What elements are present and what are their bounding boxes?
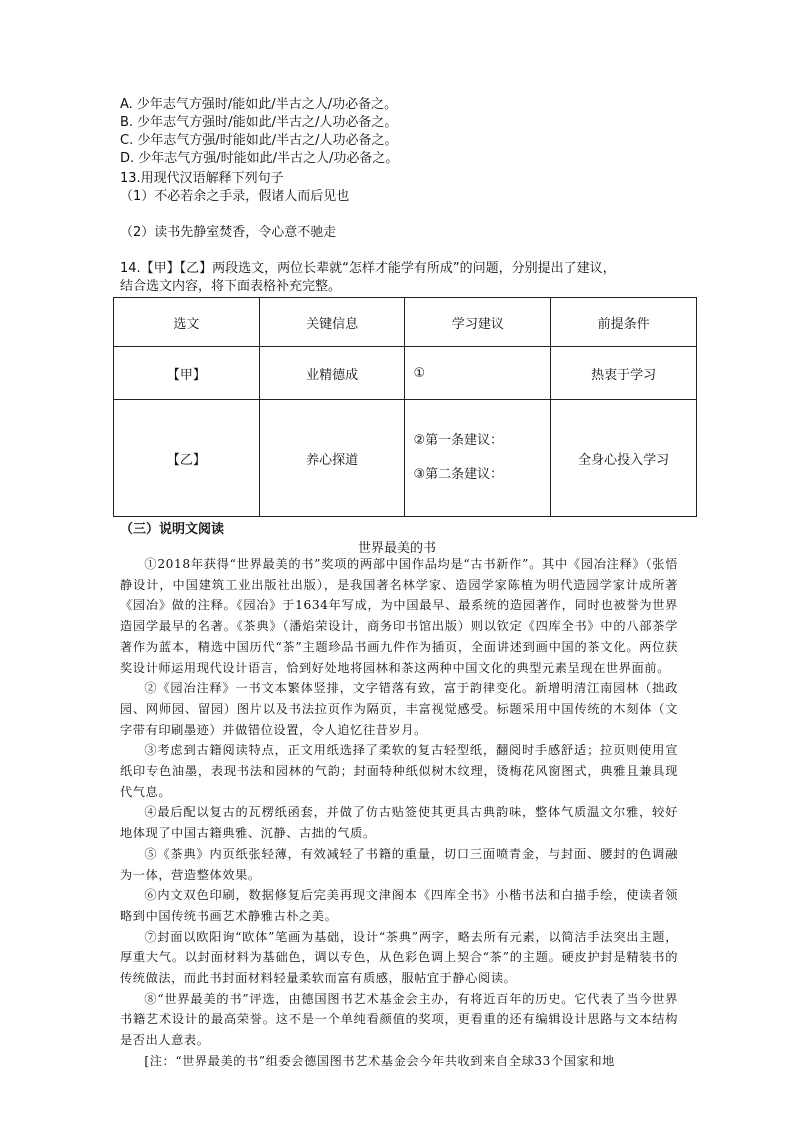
- table-cell: 业精德成: [259, 347, 405, 400]
- q13-title: 13.用现代汉语解释下列句子: [120, 171, 284, 186]
- table-row: [114, 347, 697, 400]
- header-cell: 前提条件: [551, 298, 697, 347]
- q13-sentence-2: （2）读书先静室焚香，令心意不驰走: [120, 225, 337, 240]
- table-cell-blank-1[interactable]: ①: [405, 347, 551, 400]
- table-cell: 【甲】: [114, 347, 260, 400]
- suggestion-2: ②第一条建议：: [413, 433, 504, 448]
- table-cell: 养心探道: [259, 400, 405, 517]
- option-c: C. 少年志气方强/时能如此/半古之/人功必备之。: [120, 133, 398, 148]
- answer-table: [113, 297, 697, 517]
- table-header-row: [114, 298, 697, 347]
- article-paragraph: ③考虑到古籍阅读特点，正文用纸选择了柔软的复古轻型纸，翻阅时手感舒适；拉页则使用宣纸印专色油墨，表现书法和园林的气韵；封面特种纸似树木纹理，烫梅花风窗图式，典雅且兼具现代气息。: [120, 743, 678, 799]
- section-heading: （三）说明文阅读: [120, 522, 225, 537]
- article-paragraph: ⑦封面以欧阳询“欧体”笔画为基础，设计“茶典”两字，略去所有元素，以简洁手法突出主题，厚重大气。以封面材料为基础色，调以专色，从色彩色调上契合“茶”的主题。硬皮护封是精装书的传统做法，而此书封面材料轻量柔软而富有质感，服帖宜于静心阅读。: [120, 929, 678, 986]
- article-paragraph: ⑧“世界最美的书”评选，由德国图书艺术基金会主办，有将近百年的历史。它代表了当今世界书籍艺术设计的最高荣誉。这不是一个单纯看颜值的奖项，更看重的还有编辑设计思路与文本结构是否出人意表。: [120, 991, 678, 1048]
- article-paragraph: ④最后配以复古的瓦楞纸函套，并做了仿古贴签使其更具古典韵味，整体气质温文尔雅，较好地体现了中国古籍典雅、沉静、古拙的气质。: [120, 805, 678, 841]
- header-cell: 选文: [114, 298, 260, 347]
- header-cell: 关键信息: [259, 298, 405, 347]
- q14-prompt-line-1: 14.【甲】【乙】两段选文，两位长辈就“怎样才能学有所成”的问题，分别提出了建议，: [120, 261, 616, 276]
- option-d: D. 少年志气方强/时能如此/半古之人/功必备之。: [120, 151, 399, 166]
- article-paragraph: ⑥内文双色印刷，数据修复后完美再现文津阁本《四库全书》小楷书法和白描手绘，使读者领略到中国传统书画艺术静雅古朴之美。: [120, 888, 678, 923]
- table-cell: 全身心投入学习: [551, 400, 697, 517]
- article-paragraph: ②《园冶注释》一书文本繁体竖排，文字错落有致，富于韵律变化。新增明清江南园林（拙政园、网师园、留园）图片以及书法拉页作为隔页，丰富视觉感受。标题采用中国传统的木刻体（文字带有印刷墨迹）并做错位设置，令人追忆往昔岁月。: [120, 681, 678, 737]
- article-paragraph: ①2018年获得“世界最美的书”奖项的两部中国作品均是“古书新作”。其中《园冶注释》（张悟静设计，中国建筑工业出版社出版），是我国著名林学家、造园学家陈植为明代造园学家计成所著《园冶》做的注释。《园冶》于1634年写成，为中国最早、最系统的造园著作，同时也被誉为世界造园学最早的名著。《茶典》（潘焰荣设计，商务印书馆出版）则以钦定《四库全书》中的八部茶学著作为蓝本，精选中国历代“茶”主题珍品书画九件作为插页，全面讲述到画中国的茶文化。两位获奖设计师运用现代设计语言，恰到好处地将园林和茶这两种中国文化的典型元素呈现在世界面前。: [120, 557, 678, 675]
- q14-prompt-line-2: 结合选文内容，将下面表格补充完整。: [120, 279, 342, 294]
- article-paragraph: ⑤《茶典》内页纸张轻薄，有效减轻了书籍的重量，切口三面喷青金，与封面、腰封的色调融为一体，营造整体效果。: [120, 846, 678, 882]
- suggestion-3: ③第二条建议：: [413, 467, 504, 482]
- option-a: A. 少年志气方强时/能如此/半古之人/功必备之。: [120, 97, 398, 112]
- table-cell: 热衷于学习: [551, 347, 697, 400]
- header-cell: 学习建议: [405, 298, 551, 347]
- table-cell-blanks-2-3[interactable]: [405, 400, 551, 517]
- table-cell: 【乙】: [114, 400, 260, 517]
- article-note: [注：“世界最美的书”组委会德国图书艺术基金会今年共收到来自全球33个国家和地: [144, 1053, 615, 1068]
- table-row: [114, 400, 697, 517]
- article-body: [120, 554, 678, 1072]
- option-b: B. 少年志气方强时/能如此/半古之/人功必备之。: [120, 115, 398, 130]
- q13-sentence-1: （1）不必若余之手录，假诸人而后见也: [120, 189, 350, 204]
- article-title: 世界最美的书: [357, 541, 436, 556]
- answer-options: [120, 96, 398, 168]
